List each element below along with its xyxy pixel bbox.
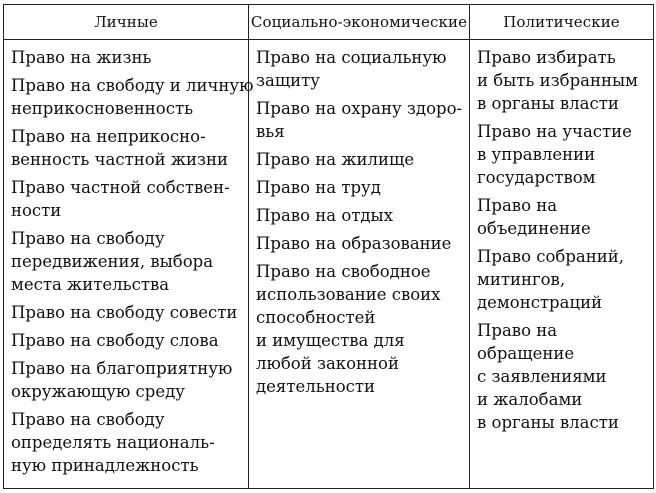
right-item-line: определять националь- (11, 433, 215, 452)
right-item-line: окружающую среду (11, 382, 185, 401)
right-item (249, 46, 469, 92)
right-item (4, 227, 248, 296)
right-item-line: и быть избранным (477, 71, 638, 90)
right-item-line: венность частной жизни (11, 150, 229, 169)
right-item-line: Право на свободу (11, 229, 165, 248)
right-item-line: демонстраций (477, 293, 603, 312)
right-item (4, 357, 248, 403)
rights-table (3, 4, 654, 489)
right-item-line: с заявлениями (477, 367, 607, 386)
right-item-line: Право на (477, 321, 558, 340)
header-row (4, 5, 654, 40)
header-personal: Личные (4, 5, 249, 40)
right-item (4, 408, 248, 477)
right-item (470, 120, 653, 189)
column-personal (4, 40, 254, 489)
right-item-line: передвижения, выбора (11, 252, 214, 271)
right-item (4, 46, 248, 69)
header-political: Политические (470, 5, 654, 40)
right-item-line: места жительства (11, 275, 170, 294)
right-item-line: в органы власти (477, 94, 619, 113)
right-item-line: Право на благоприятную (11, 359, 233, 378)
right-item-line: и имущества для (256, 331, 405, 350)
right-item-line: ности (11, 201, 62, 220)
right-item-line: Право частной собствен- (11, 178, 230, 197)
right-item-line: обращение (477, 344, 575, 363)
right-item (4, 74, 254, 120)
right-item-line: неприкосновенность (11, 99, 194, 118)
right-item-line: использование своих (256, 285, 441, 304)
right-item-line: способностей (256, 308, 376, 327)
right-item-line: вья (256, 122, 285, 141)
right-item (249, 176, 469, 199)
right-item-line: Право на охрану здоро- (256, 99, 463, 118)
right-item-line: в органы власти (477, 413, 619, 432)
right-item-line: Право на (477, 196, 558, 215)
right-item-line: защиту (256, 71, 321, 90)
right-item-line: любой законной (256, 354, 399, 373)
right-item-line: Право избирать (477, 48, 616, 67)
right-item-line: объединение (477, 219, 591, 238)
right-item-line: Право на свободу слова (11, 331, 219, 350)
content-row (4, 40, 654, 489)
right-item-line: Право на образование (256, 234, 452, 253)
header-socioeconomic: Социально-экономические (249, 5, 470, 40)
column-political (470, 40, 654, 489)
right-item (4, 125, 248, 171)
right-item-line: Право на неприкоснo- (11, 127, 206, 146)
right-item (4, 329, 248, 352)
right-item-line: Право на свободное (256, 262, 431, 281)
right-item-line: деятельности (256, 377, 375, 396)
right-item-line: Право на жизнь (11, 48, 152, 67)
right-item (470, 319, 653, 434)
right-item-line: ную принадлежность (11, 456, 199, 475)
right-item-line: и жалобами (477, 390, 583, 409)
right-item-line: в управлении (477, 145, 596, 164)
right-item-line: Право на жилище (256, 150, 415, 169)
right-item-line: Право на участие (477, 122, 632, 141)
right-item-line: Право собраний, (477, 247, 625, 266)
right-item-line: Право на свободу и личную (11, 76, 254, 95)
right-item (470, 245, 653, 314)
right-item-line: Право на свободу (11, 410, 165, 429)
right-item (249, 148, 469, 171)
right-item-line: Право на труд (256, 178, 381, 197)
right-item-line: Право на отдых (256, 206, 393, 225)
right-item (470, 46, 653, 115)
right-item (4, 301, 248, 324)
right-item (4, 176, 248, 222)
right-item-line: митингов, (477, 270, 566, 289)
right-item-line: государством (477, 168, 596, 187)
right-item-line: Право на социальную (256, 48, 447, 67)
column-socioeconomic (249, 40, 470, 489)
right-item (249, 232, 469, 255)
right-item (249, 97, 469, 143)
right-item (249, 260, 469, 398)
right-item-line: Право на свободу совести (11, 303, 238, 322)
right-item (249, 204, 469, 227)
right-item (470, 194, 653, 240)
